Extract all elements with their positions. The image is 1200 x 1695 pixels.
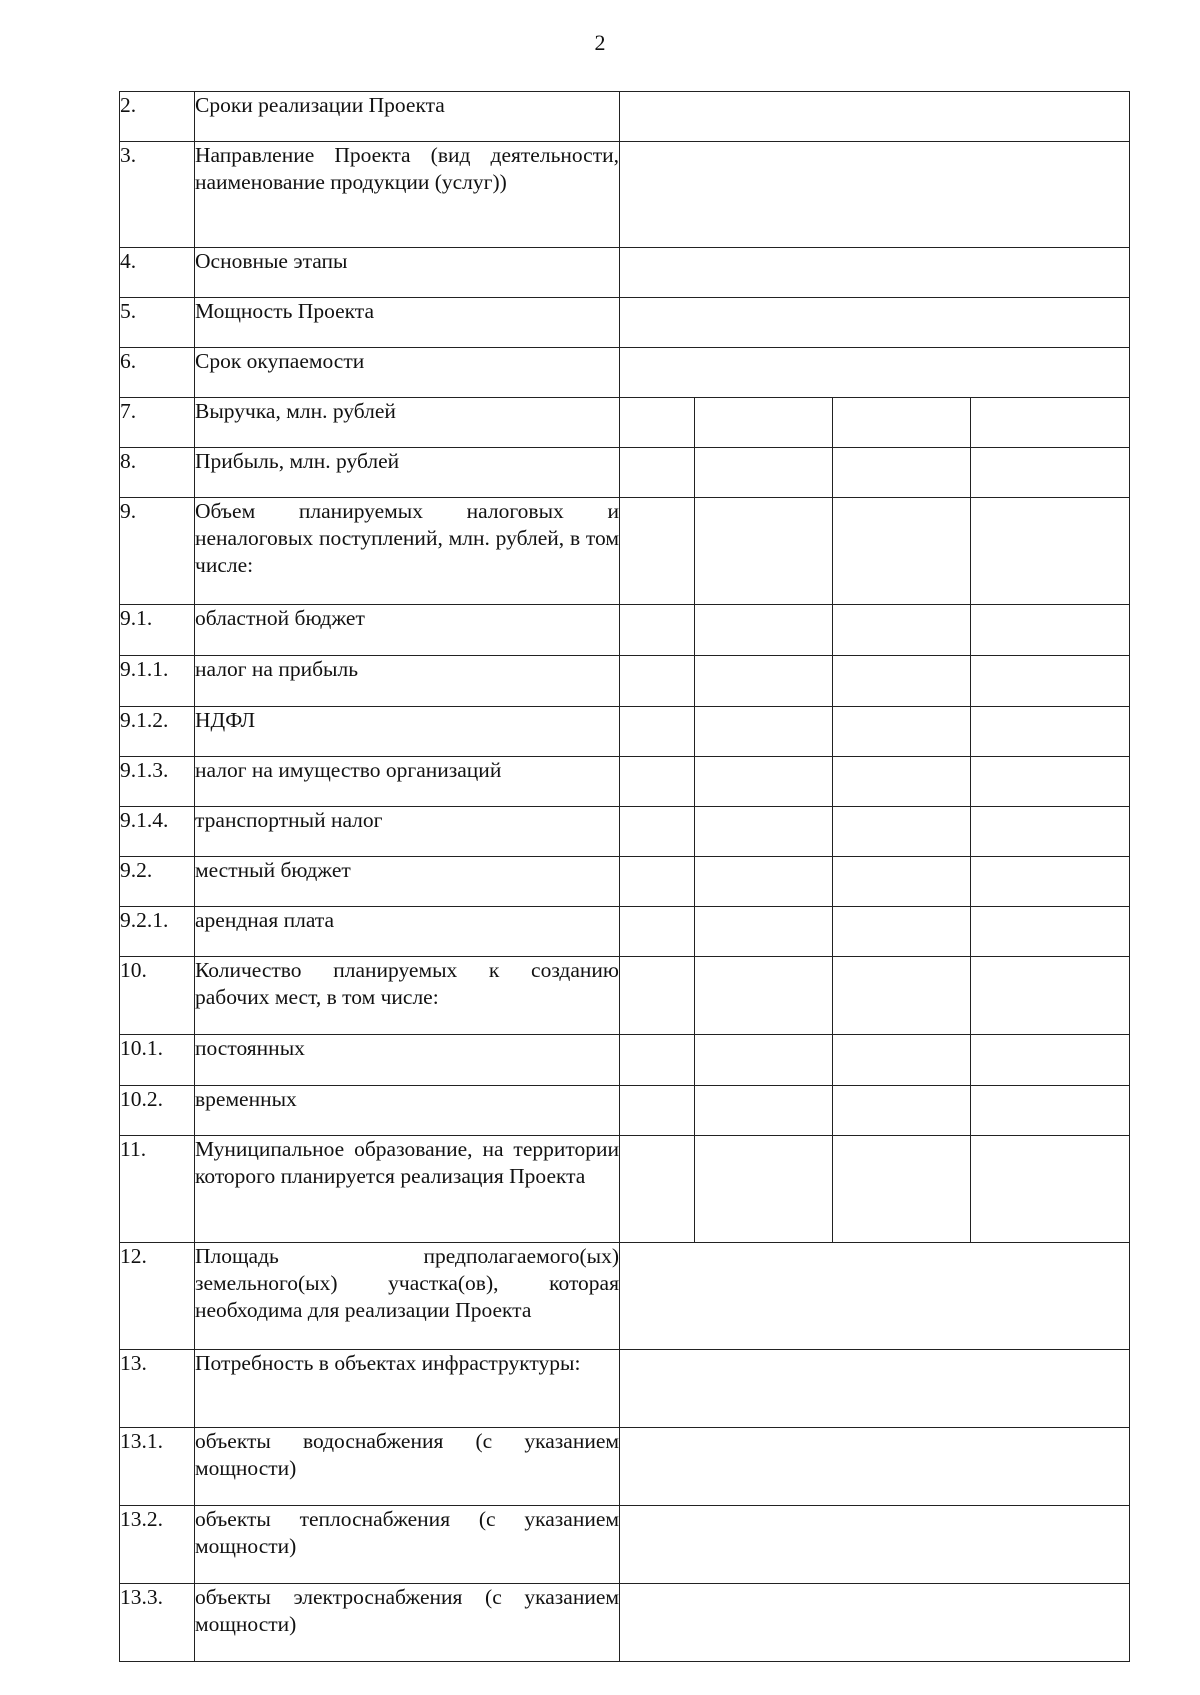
row-label: временных bbox=[195, 1086, 620, 1136]
row-number: 2. bbox=[120, 92, 195, 142]
table-row bbox=[120, 605, 1130, 656]
row-number: 9.1. bbox=[120, 605, 195, 656]
value-cell[interactable] bbox=[620, 1243, 1130, 1350]
row-number: 11. bbox=[120, 1136, 195, 1243]
row-label: объекты теплоснабжения (с указанием мощности) bbox=[195, 1506, 620, 1584]
value-cell[interactable] bbox=[620, 1506, 1130, 1584]
row-label: областной бюджет bbox=[195, 605, 620, 656]
value-cell[interactable] bbox=[695, 957, 833, 1035]
value-cell[interactable] bbox=[833, 448, 971, 498]
value-cell[interactable] bbox=[833, 857, 971, 907]
value-cell[interactable] bbox=[620, 907, 695, 957]
value-cell[interactable] bbox=[695, 857, 833, 907]
value-cell[interactable] bbox=[971, 498, 1130, 605]
row-number: 7. bbox=[120, 398, 195, 448]
row-number: 3. bbox=[120, 142, 195, 248]
row-label: Сроки реализации Проекта bbox=[195, 92, 620, 142]
table-row bbox=[120, 142, 1130, 248]
row-label: местный бюджет bbox=[195, 857, 620, 907]
table-row bbox=[120, 1506, 1130, 1584]
value-cell[interactable] bbox=[695, 757, 833, 807]
value-cell[interactable] bbox=[620, 142, 1130, 248]
row-number: 9.1.3. bbox=[120, 757, 195, 807]
row-number: 9.1.2. bbox=[120, 707, 195, 757]
table-row bbox=[120, 1243, 1130, 1350]
row-label: транспортный налог bbox=[195, 807, 620, 857]
row-label: Прибыль, млн. рублей bbox=[195, 448, 620, 498]
table-row bbox=[120, 92, 1130, 142]
table-row bbox=[120, 1136, 1130, 1243]
row-label: объекты электроснабжения (с указанием мощности) bbox=[195, 1584, 620, 1662]
value-cell[interactable] bbox=[620, 1086, 695, 1136]
table-row bbox=[120, 907, 1130, 957]
row-label: Направление Проекта (вид деятельности, наименование продукции (услуг)) bbox=[195, 142, 620, 248]
value-cell[interactable] bbox=[620, 498, 695, 605]
project-info-table bbox=[119, 91, 1130, 1662]
value-cell[interactable] bbox=[833, 957, 971, 1035]
row-label: Объем планируемых налоговых и неналоговых поступлений, млн. рублей, в том числе: bbox=[195, 498, 620, 605]
value-cell[interactable] bbox=[833, 1035, 971, 1086]
value-cell[interactable] bbox=[620, 1584, 1130, 1662]
row-number: 9.2.1. bbox=[120, 907, 195, 957]
table-row bbox=[120, 348, 1130, 398]
row-label: Выручка, млн. рублей bbox=[195, 398, 620, 448]
value-cell[interactable] bbox=[620, 448, 695, 498]
table-row bbox=[120, 707, 1130, 757]
value-cell[interactable] bbox=[971, 957, 1130, 1035]
value-cell[interactable] bbox=[971, 1086, 1130, 1136]
value-cell[interactable] bbox=[620, 1428, 1130, 1506]
value-cell[interactable] bbox=[620, 807, 695, 857]
table-row bbox=[120, 1035, 1130, 1086]
row-number: 10.2. bbox=[120, 1086, 195, 1136]
row-number: 13.1. bbox=[120, 1428, 195, 1506]
value-cell[interactable] bbox=[971, 656, 1130, 707]
row-number: 12. bbox=[120, 1243, 195, 1350]
row-label: Срок окупаемости bbox=[195, 348, 620, 398]
row-label: постоянных bbox=[195, 1035, 620, 1086]
value-cell[interactable] bbox=[833, 757, 971, 807]
value-cell[interactable] bbox=[695, 707, 833, 757]
table-row bbox=[120, 857, 1130, 907]
value-cell[interactable] bbox=[620, 957, 695, 1035]
row-number: 13.2. bbox=[120, 1506, 195, 1584]
table-row bbox=[120, 1086, 1130, 1136]
value-cell[interactable] bbox=[620, 1035, 695, 1086]
table-row bbox=[120, 498, 1130, 605]
value-cell[interactable] bbox=[695, 605, 833, 656]
value-cell[interactable] bbox=[620, 707, 695, 757]
value-cell[interactable] bbox=[833, 656, 971, 707]
value-cell[interactable] bbox=[971, 1136, 1130, 1243]
value-cell[interactable] bbox=[620, 1136, 695, 1243]
row-number: 9.1.4. bbox=[120, 807, 195, 857]
row-number: 4. bbox=[120, 248, 195, 298]
value-cell[interactable] bbox=[620, 857, 695, 907]
value-cell[interactable] bbox=[695, 1035, 833, 1086]
row-number: 9. bbox=[120, 498, 195, 605]
row-number: 8. bbox=[120, 448, 195, 498]
value-cell[interactable] bbox=[695, 398, 833, 448]
value-cell[interactable] bbox=[971, 605, 1130, 656]
row-number: 6. bbox=[120, 348, 195, 398]
row-number: 9.1.1. bbox=[120, 656, 195, 707]
value-cell[interactable] bbox=[695, 1136, 833, 1243]
row-number: 9.2. bbox=[120, 857, 195, 907]
table-row bbox=[120, 656, 1130, 707]
value-cell[interactable] bbox=[971, 398, 1130, 448]
value-cell[interactable] bbox=[695, 807, 833, 857]
value-cell[interactable] bbox=[833, 907, 971, 957]
row-label: объекты водоснабжения (с указанием мощности) bbox=[195, 1428, 620, 1506]
value-cell[interactable] bbox=[971, 807, 1130, 857]
row-label: арендная плата bbox=[195, 907, 620, 957]
value-cell[interactable] bbox=[620, 398, 695, 448]
value-cell[interactable] bbox=[833, 605, 971, 656]
value-cell[interactable] bbox=[620, 605, 695, 656]
value-cell[interactable] bbox=[620, 298, 1130, 348]
row-label: Потребность в объектах инфраструктуры: bbox=[195, 1350, 620, 1428]
value-cell[interactable] bbox=[620, 656, 695, 707]
value-cell[interactable] bbox=[620, 348, 1130, 398]
row-label: Количество планируемых к созданию рабочих мест, в том числе: bbox=[195, 957, 620, 1035]
value-cell[interactable] bbox=[620, 248, 1130, 298]
row-label: налог на имущество организаций bbox=[195, 757, 620, 807]
table-row bbox=[120, 248, 1130, 298]
value-cell[interactable] bbox=[695, 907, 833, 957]
row-number: 10. bbox=[120, 957, 195, 1035]
row-label: налог на прибыль bbox=[195, 656, 620, 707]
table-row bbox=[120, 1350, 1130, 1428]
row-number: 10.1. bbox=[120, 1035, 195, 1086]
table-row bbox=[120, 757, 1130, 807]
value-cell[interactable] bbox=[695, 498, 833, 605]
row-number: 13.3. bbox=[120, 1584, 195, 1662]
row-label: Площадь предполагаемого(ых) земельного(ых) участка(ов), которая необходима для реализации Проекта bbox=[195, 1243, 620, 1350]
value-cell[interactable] bbox=[971, 757, 1130, 807]
value-cell[interactable] bbox=[833, 807, 971, 857]
table-row bbox=[120, 1584, 1130, 1662]
value-cell[interactable] bbox=[833, 707, 971, 757]
table-row bbox=[120, 1428, 1130, 1506]
table-row bbox=[120, 398, 1130, 448]
value-cell[interactable] bbox=[695, 1086, 833, 1136]
value-cell[interactable] bbox=[971, 448, 1130, 498]
value-cell[interactable] bbox=[620, 1350, 1130, 1428]
table-row bbox=[120, 807, 1130, 857]
row-label: Мощность Проекта bbox=[195, 298, 620, 348]
row-label: Основные этапы bbox=[195, 248, 620, 298]
table-row bbox=[120, 448, 1130, 498]
value-cell[interactable] bbox=[833, 498, 971, 605]
row-number: 5. bbox=[120, 298, 195, 348]
value-cell[interactable] bbox=[971, 857, 1130, 907]
page-number: 2 bbox=[594, 30, 606, 55]
value-cell[interactable] bbox=[695, 656, 833, 707]
value-cell[interactable] bbox=[620, 92, 1130, 142]
value-cell[interactable] bbox=[971, 1035, 1130, 1086]
value-cell[interactable] bbox=[695, 448, 833, 498]
table-row bbox=[120, 957, 1130, 1035]
value-cell[interactable] bbox=[620, 757, 695, 807]
value-cell[interactable] bbox=[833, 1136, 971, 1243]
value-cell[interactable] bbox=[833, 1086, 971, 1136]
row-number: 13. bbox=[120, 1350, 195, 1428]
value-cell[interactable] bbox=[971, 707, 1130, 757]
row-label: НДФЛ bbox=[195, 707, 620, 757]
value-cell[interactable] bbox=[971, 907, 1130, 957]
row-label: Муниципальное образование, на территории которого планируется реализация Проекта bbox=[195, 1136, 620, 1243]
value-cell[interactable] bbox=[833, 398, 971, 448]
table-row bbox=[120, 298, 1130, 348]
